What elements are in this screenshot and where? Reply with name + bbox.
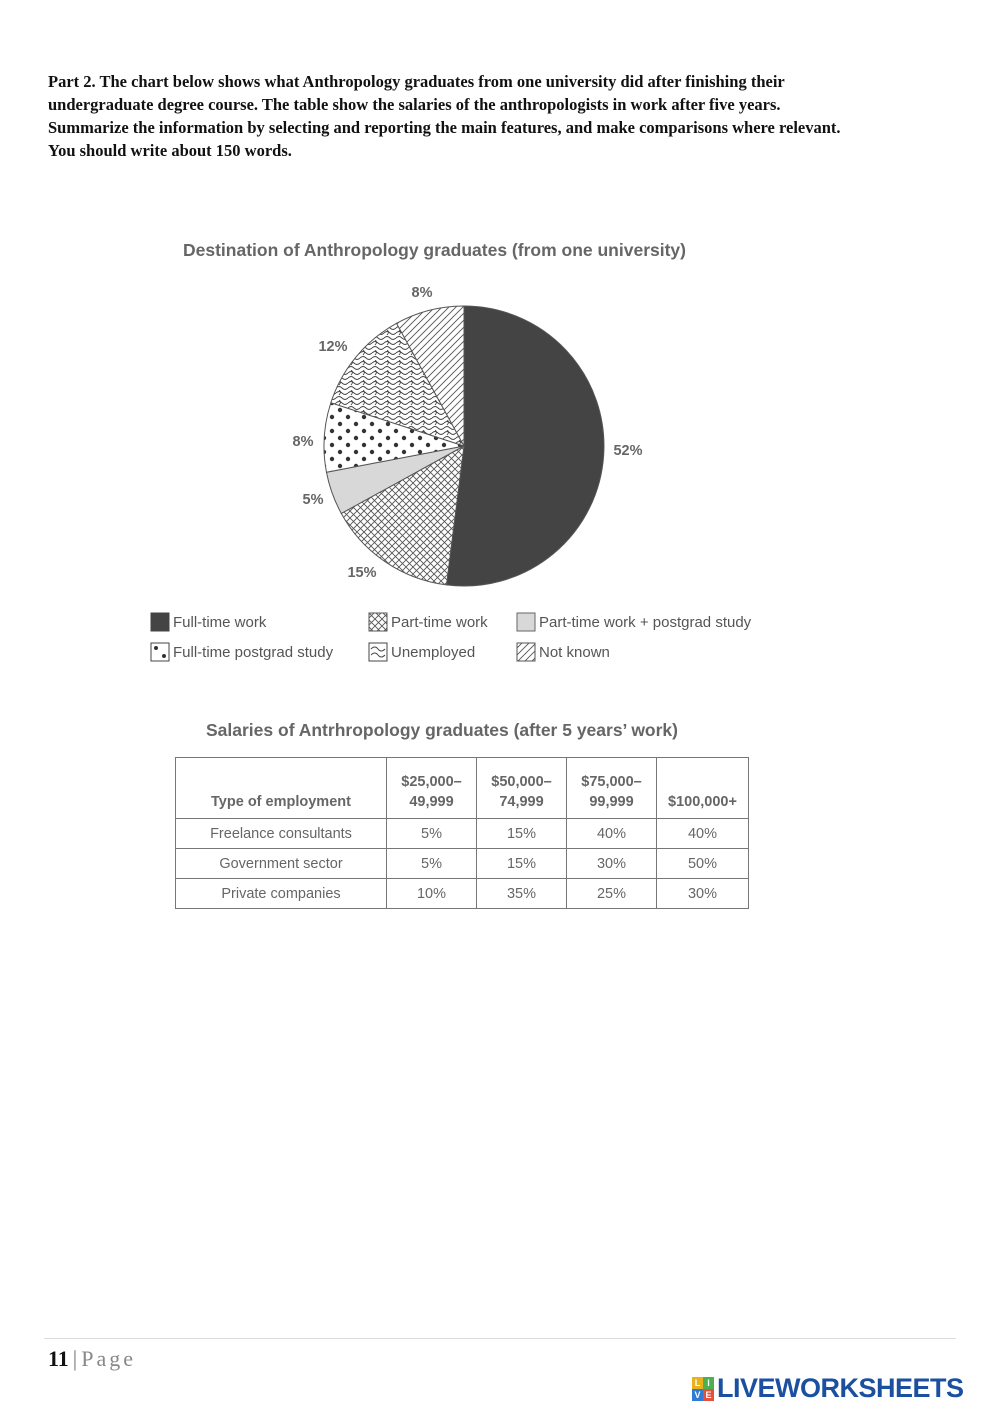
legend-swatch-diagonal-icon [516,642,536,662]
legend-swatch-solid-icon [150,612,170,632]
page-number-footer [48,1346,136,1372]
pie-slice-label: 5% [302,492,324,508]
table-cell: 5% [387,819,477,849]
legend-swatch-dots-icon [150,642,170,662]
table-header-type: Type of employment [176,758,387,819]
table-cell: 30% [657,879,749,909]
pie-legend [150,612,830,672]
pie-slice-label: 15% [347,565,377,581]
table-row [176,819,749,849]
table-cell: Government sector [176,849,387,879]
legend-item-unemployed [368,642,475,662]
legend-label: Unemployed [391,643,476,661]
pie-slice-full-time-work [446,306,604,586]
table-cell: 50% [657,849,749,879]
salary-table [175,757,749,909]
pie-chart [0,270,1000,600]
table-header-100k: $100,000+ [657,758,749,819]
liveworksheets-logo-icon: L I V E [692,1377,714,1401]
legend-label: Full-time work [173,613,267,631]
legend-item-part-time-postgrad [516,612,751,632]
table-cell: 15% [477,819,567,849]
table-cell: 5% [387,849,477,879]
footer-divider [44,1338,956,1339]
instructions-paragraph [48,70,968,162]
table-row [176,879,749,909]
table-header-25k: $25,000– 49,999 [387,758,477,819]
pie-chart-title: Destination of Anthropology graduates (from one university) [183,240,686,260]
legend-item-part-time-work [368,612,488,632]
table-header-50k: $50,000– 74,999 [477,758,567,819]
legend-swatch-light-icon [516,612,536,632]
page-separator: | [72,1346,78,1371]
brand-name: LIVEWORKSHEETS [717,1373,964,1403]
legend-item-not-known [516,642,610,662]
pie-slice-label: 8% [292,434,314,450]
legend-label: Not known [539,643,610,661]
instructions-line-1: Part 2. The chart below shows what Anthropology graduates from one university did after finishing their [48,72,785,91]
liveworksheets-brand [692,1373,964,1404]
table-cell: 15% [477,849,567,879]
instructions-line-4: You should write about 150 words. [48,141,292,160]
legend-swatch-squiggle-icon [368,642,388,662]
pie-slice-label: 12% [318,339,348,355]
legend-label: Part-time work + postgrad study [539,613,752,631]
table-cell: Private companies [176,879,387,909]
table-cell: Freelance consultants [176,819,387,849]
legend-item-full-time-postgrad [150,642,333,662]
table-title: Salaries of Antrhropology graduates (after 5 years’ work) [206,720,678,740]
instructions-line-3: Summarize the information by selecting and reporting the main features, and make comparisons where relevant. [48,118,841,137]
table-cell: 40% [657,819,749,849]
legend-label: Full-time postgrad study [173,643,334,661]
legend-swatch-crosshatch-icon [368,612,388,632]
table-cell: 30% [567,849,657,879]
pie-slice-label: 8% [411,285,433,301]
page-number: 11 [48,1346,69,1371]
legend-label: Part-time work [391,613,488,631]
table-header-row [176,758,749,819]
page-word: Page [81,1346,136,1371]
table-cell: 25% [567,879,657,909]
instructions-line-2: undergraduate degree course. The table show the salaries of the anthropologists in work after five years. [48,95,781,114]
table-row [176,849,749,879]
table-header-75k: $75,000– 99,999 [567,758,657,819]
legend-item-full-time-work [150,612,266,632]
table-cell: 35% [477,879,567,909]
table-cell: 40% [567,819,657,849]
table-cell: 10% [387,879,477,909]
pie-slice-label: 52% [613,443,643,459]
